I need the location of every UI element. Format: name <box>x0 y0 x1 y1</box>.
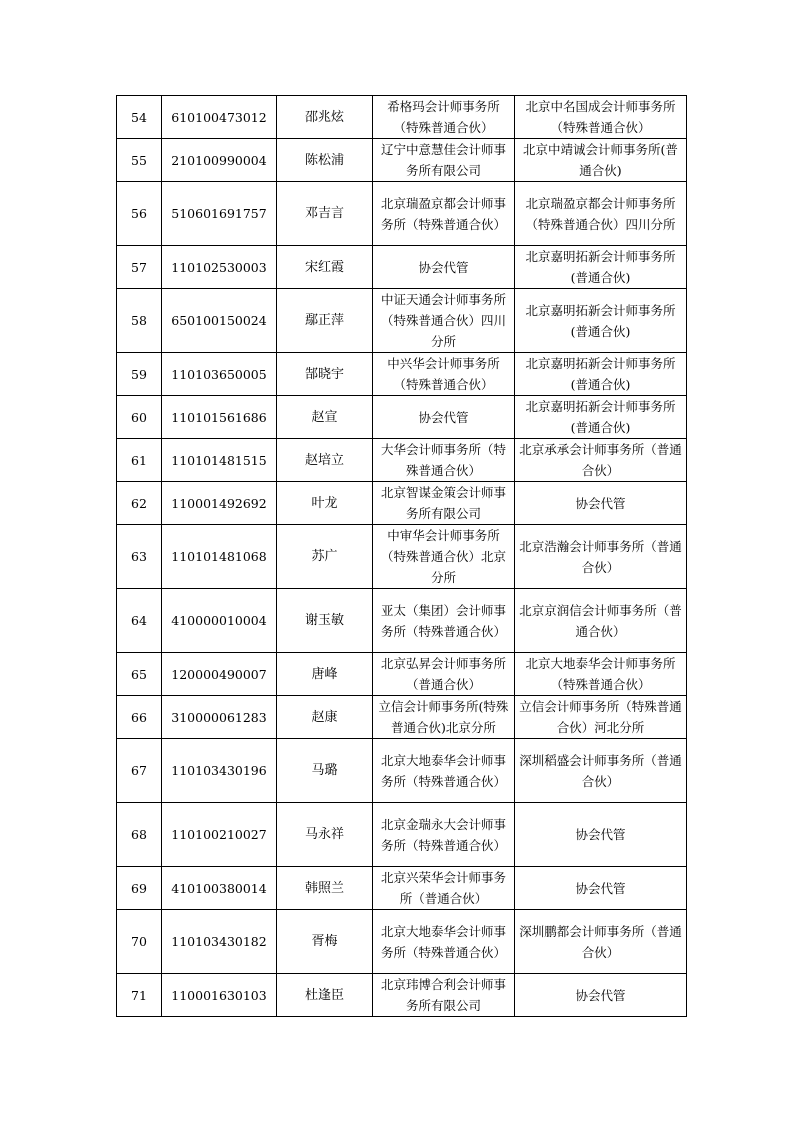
table-row <box>117 589 687 653</box>
new-firm: 深圳鹏都会计师事务所（普通合伙） <box>515 910 687 974</box>
person-name: 马璐 <box>277 739 373 803</box>
person-name: 谢玉敏 <box>277 589 373 653</box>
person-name: 胥梅 <box>277 910 373 974</box>
person-name: 苏广 <box>277 525 373 589</box>
new-firm: 北京瑞盈京都会计师事务所（特殊普通合伙）四川分所 <box>515 182 687 246</box>
row-number: 70 <box>117 910 162 974</box>
row-number: 60 <box>117 396 162 439</box>
person-name: 杜逢臣 <box>277 974 373 1017</box>
row-number: 66 <box>117 696 162 739</box>
person-name: 赵康 <box>277 696 373 739</box>
table-row <box>117 353 687 396</box>
table-row <box>117 867 687 910</box>
original-firm: 北京玮博合利会计师事务所有限公司 <box>373 974 515 1017</box>
new-firm: 北京嘉明拓新会计师事务所(普通合伙) <box>515 396 687 439</box>
original-firm: 辽宁中意慧佳会计师事务所有限公司 <box>373 139 515 182</box>
certificate-number: 110103650005 <box>162 353 277 396</box>
certificate-number: 110100210027 <box>162 803 277 867</box>
person-name: 陈松浦 <box>277 139 373 182</box>
original-firm: 北京大地泰华会计师事务所（特殊普通合伙） <box>373 910 515 974</box>
certificate-number: 120000490007 <box>162 653 277 696</box>
certificate-number: 510601691757 <box>162 182 277 246</box>
row-number: 62 <box>117 482 162 525</box>
certificate-number: 310000061283 <box>162 696 277 739</box>
original-firm: 协会代管 <box>373 396 515 439</box>
table-row <box>117 739 687 803</box>
person-name: 邓吉言 <box>277 182 373 246</box>
new-firm: 深圳稻盛会计师事务所（普通合伙） <box>515 739 687 803</box>
row-number: 57 <box>117 246 162 289</box>
new-firm: 北京大地泰华会计师事务所（特殊普通合伙） <box>515 653 687 696</box>
person-name: 郜晓宇 <box>277 353 373 396</box>
new-firm: 北京嘉明拓新会计师事务所(普通合伙) <box>515 289 687 353</box>
original-firm: 北京瑞盈京都会计师事务所（特殊普通合伙） <box>373 182 515 246</box>
new-firm: 协会代管 <box>515 803 687 867</box>
original-firm: 大华会计师事务所（特殊普通合伙） <box>373 439 515 482</box>
new-firm: 协会代管 <box>515 482 687 525</box>
original-firm: 北京智谋金策会计师事务所有限公司 <box>373 482 515 525</box>
table-row <box>117 96 687 139</box>
original-firm: 中审华会计师事务所（特殊普通合伙）北京分所 <box>373 525 515 589</box>
new-firm: 北京中名国成会计师事务所（特殊普通合伙） <box>515 96 687 139</box>
original-firm: 中证天通会计师事务所（特殊普通合伙）四川分所 <box>373 289 515 353</box>
original-firm: 中兴华会计师事务所（特殊普通合伙） <box>373 353 515 396</box>
certificate-number: 110001630103 <box>162 974 277 1017</box>
person-name: 鄢正萍 <box>277 289 373 353</box>
table-row <box>117 803 687 867</box>
certificate-number: 110101481068 <box>162 525 277 589</box>
row-number: 71 <box>117 974 162 1017</box>
row-number: 56 <box>117 182 162 246</box>
row-number: 55 <box>117 139 162 182</box>
original-firm: 北京大地泰华会计师事务所（特殊普通合伙） <box>373 739 515 803</box>
new-firm: 北京嘉明拓新会计师事务所(普通合伙) <box>515 246 687 289</box>
original-firm: 北京弘昇会计师事务所（普通合伙） <box>373 653 515 696</box>
row-number: 69 <box>117 867 162 910</box>
person-name: 唐峰 <box>277 653 373 696</box>
original-firm: 亚太（集团）会计师事务所（特殊普通合伙） <box>373 589 515 653</box>
table-row <box>117 910 687 974</box>
certificate-number: 110101481515 <box>162 439 277 482</box>
table-row <box>117 246 687 289</box>
table-row <box>117 482 687 525</box>
certificate-number: 110103430196 <box>162 739 277 803</box>
row-number: 58 <box>117 289 162 353</box>
row-number: 63 <box>117 525 162 589</box>
row-number: 68 <box>117 803 162 867</box>
table-row <box>117 396 687 439</box>
person-name: 马永祥 <box>277 803 373 867</box>
table-row <box>117 289 687 353</box>
person-name: 韩照兰 <box>277 867 373 910</box>
person-name: 赵宣 <box>277 396 373 439</box>
original-firm: 北京金瑞永大会计师事务所（特殊普通合伙） <box>373 803 515 867</box>
certificate-number: 410100380014 <box>162 867 277 910</box>
certificate-number: 610100473012 <box>162 96 277 139</box>
new-firm: 北京嘉明拓新会计师事务所(普通合伙) <box>515 353 687 396</box>
row-number: 59 <box>117 353 162 396</box>
row-number: 64 <box>117 589 162 653</box>
table-body <box>117 96 687 1017</box>
original-firm: 希格玛会计师事务所（特殊普通合伙） <box>373 96 515 139</box>
certificate-number: 410000010004 <box>162 589 277 653</box>
new-firm: 北京浩瀚会计师事务所（普通合伙） <box>515 525 687 589</box>
row-number: 54 <box>117 96 162 139</box>
table-row <box>117 974 687 1017</box>
row-number: 65 <box>117 653 162 696</box>
certificate-number: 110103430182 <box>162 910 277 974</box>
new-firm: 立信会计师事务所（特殊普通合伙）河北分所 <box>515 696 687 739</box>
certificate-number: 110102530003 <box>162 246 277 289</box>
table-row <box>117 525 687 589</box>
person-name: 邵兆炫 <box>277 96 373 139</box>
original-firm: 协会代管 <box>373 246 515 289</box>
person-name: 赵培立 <box>277 439 373 482</box>
new-firm: 北京承承会计师事务所（普通合伙） <box>515 439 687 482</box>
original-firm: 立信会计师事务所(特殊普通合伙)北京分所 <box>373 696 515 739</box>
transfer-registry-table <box>116 95 687 1017</box>
table-row <box>117 139 687 182</box>
new-firm: 协会代管 <box>515 974 687 1017</box>
new-firm: 协会代管 <box>515 867 687 910</box>
original-firm: 北京兴荣华会计师事务所（普通合伙） <box>373 867 515 910</box>
row-number: 61 <box>117 439 162 482</box>
table-row <box>117 439 687 482</box>
person-name: 宋红霞 <box>277 246 373 289</box>
table-row <box>117 182 687 246</box>
new-firm: 北京中靖诚会计师事务所(普通合伙) <box>515 139 687 182</box>
table-row <box>117 696 687 739</box>
row-number: 67 <box>117 739 162 803</box>
table-row <box>117 653 687 696</box>
new-firm: 北京京润信会计师事务所（普通合伙） <box>515 589 687 653</box>
person-name: 叶龙 <box>277 482 373 525</box>
certificate-number: 110001492692 <box>162 482 277 525</box>
certificate-number: 110101561686 <box>162 396 277 439</box>
certificate-number: 650100150024 <box>162 289 277 353</box>
certificate-number: 210100990004 <box>162 139 277 182</box>
